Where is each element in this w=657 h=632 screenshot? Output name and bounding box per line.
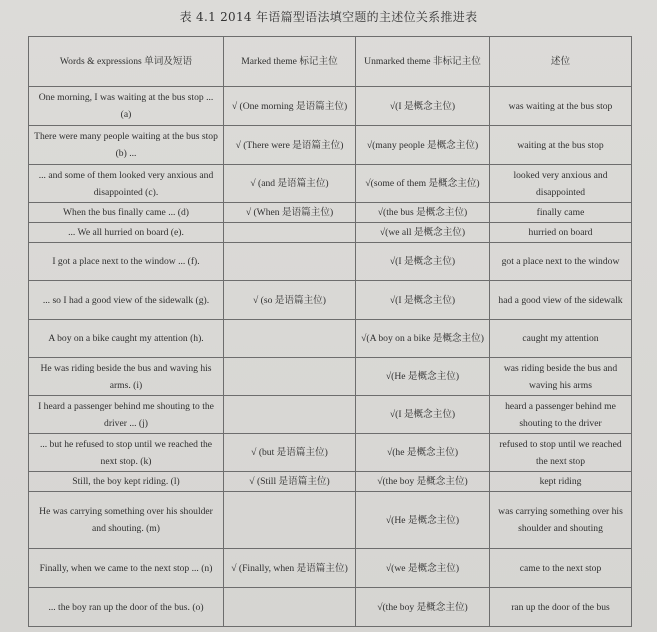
cell-unmarked: √(I 是概念主位): [356, 281, 490, 320]
cell-words: I got a place next to the window ... (f).: [29, 243, 224, 281]
cell-unmarked: √(the boy 是概念主位): [356, 472, 490, 492]
cell-marked: [224, 492, 356, 549]
cell-words: I heard a passenger behind me shouting to the driver ... (j): [29, 396, 224, 434]
header-row: [29, 37, 632, 87]
cell-marked: √ (Still 是语篇主位): [224, 472, 356, 492]
cell-marked: [224, 588, 356, 627]
cell-marked: √ (Finally, when 是语篇主位): [224, 549, 356, 588]
table-row: [29, 203, 632, 223]
cell-unmarked: √(we all 是概念主位): [356, 223, 490, 243]
cell-unmarked: √(He 是概念主位): [356, 492, 490, 549]
cell-words: Still, the boy kept riding. (l): [29, 472, 224, 492]
cell-unmarked: √(we 是概念主位): [356, 549, 490, 588]
table-row: [29, 320, 632, 358]
cell-marked: [224, 243, 356, 281]
cell-marked: √ (There were 是语篇主位): [224, 126, 356, 165]
cell-words: One morning, I was waiting at the bus stop ... (a): [29, 87, 224, 126]
cell-rheme: finally came: [490, 203, 632, 223]
table-row: [29, 165, 632, 203]
cell-marked: [224, 320, 356, 358]
cell-rheme: was carrying something over his shoulder and shouting: [490, 492, 632, 549]
table-row: [29, 434, 632, 472]
cell-rheme: was riding beside the bus and waving his arms: [490, 358, 632, 396]
cell-rheme: came to the next stop: [490, 549, 632, 588]
cell-unmarked: √(I 是概念主位): [356, 243, 490, 281]
table-row: [29, 588, 632, 627]
cell-words: A boy on a bike caught my attention (h).: [29, 320, 224, 358]
table-row: [29, 358, 632, 396]
cell-words: When the bus finally came ... (d): [29, 203, 224, 223]
table-row: [29, 126, 632, 165]
header-unmarked-theme: Unmarked theme 非标记主位: [356, 37, 490, 87]
cell-marked: [224, 358, 356, 396]
theme-rheme-table: [28, 36, 632, 627]
table-caption: 表 4.1 2014 年语篇型语法填空题的主述位关系推进表: [179, 10, 478, 24]
cell-words: ... and some of them looked very anxious and disappointed (c).: [29, 165, 224, 203]
cell-marked: [224, 223, 356, 243]
cell-marked: √ (One morning 是语篇主位): [224, 87, 356, 126]
cell-rheme: ran up the door of the bus: [490, 588, 632, 627]
cell-rheme: looked very anxious and disappointed: [490, 165, 632, 203]
header-words: Words & expressions 单词及短语: [29, 37, 224, 87]
cell-marked: [224, 396, 356, 434]
cell-unmarked: √(A boy on a bike 是概念主位): [356, 320, 490, 358]
table-row: [29, 492, 632, 549]
cell-rheme: waiting at the bus stop: [490, 126, 632, 165]
cell-marked: √ (but 是语篇主位): [224, 434, 356, 472]
table-row: [29, 243, 632, 281]
table-row: [29, 472, 632, 492]
cell-unmarked: √(many people 是概念主位): [356, 126, 490, 165]
cell-unmarked: √(He 是概念主位): [356, 358, 490, 396]
cell-marked: √ (When 是语篇主位): [224, 203, 356, 223]
cell-words: Finally, when we came to the next stop ... (n): [29, 549, 224, 588]
cell-words: ... so I had a good view of the sidewalk (g).: [29, 281, 224, 320]
cell-words: ... We all hurried on board (e).: [29, 223, 224, 243]
cell-words: ... but he refused to stop until we reached the next stop. (k): [29, 434, 224, 472]
header-marked-theme: Marked theme 标记主位: [224, 37, 356, 87]
cell-words: There were many people waiting at the bus stop (b) ...: [29, 126, 224, 165]
cell-marked: √ (and 是语篇主位): [224, 165, 356, 203]
table-row: [29, 223, 632, 243]
cell-rheme: got a place next to the window: [490, 243, 632, 281]
cell-rheme: was waiting at the bus stop: [490, 87, 632, 126]
cell-rheme: caught my attention: [490, 320, 632, 358]
cell-unmarked: √(the boy 是概念主位): [356, 588, 490, 627]
header-rheme: 述位: [490, 37, 632, 87]
table-row: [29, 549, 632, 588]
cell-words: ... the boy ran up the door of the bus. (o): [29, 588, 224, 627]
cell-unmarked: √(he 是概念主位): [356, 434, 490, 472]
cell-words: He was riding beside the bus and waving his arms. (i): [29, 358, 224, 396]
cell-rheme: refused to stop until we reached the next stop: [490, 434, 632, 472]
cell-rheme: had a good view of the sidewalk: [490, 281, 632, 320]
cell-marked: √ (so 是语篇主位): [224, 281, 356, 320]
table-row: [29, 281, 632, 320]
cell-words: He was carrying something over his shoulder and shouting. (m): [29, 492, 224, 549]
cell-rheme: hurried on board: [490, 223, 632, 243]
cell-unmarked: √(I 是概念主位): [356, 87, 490, 126]
table-row: [29, 87, 632, 126]
cell-unmarked: √(some of them 是概念主位): [356, 165, 490, 203]
cell-unmarked: √(the bus 是概念主位): [356, 203, 490, 223]
cell-rheme: kept riding: [490, 472, 632, 492]
cell-rheme: heard a passenger behind me shouting to the driver: [490, 396, 632, 434]
cell-unmarked: √(I 是概念主位): [356, 396, 490, 434]
table-row: [29, 396, 632, 434]
